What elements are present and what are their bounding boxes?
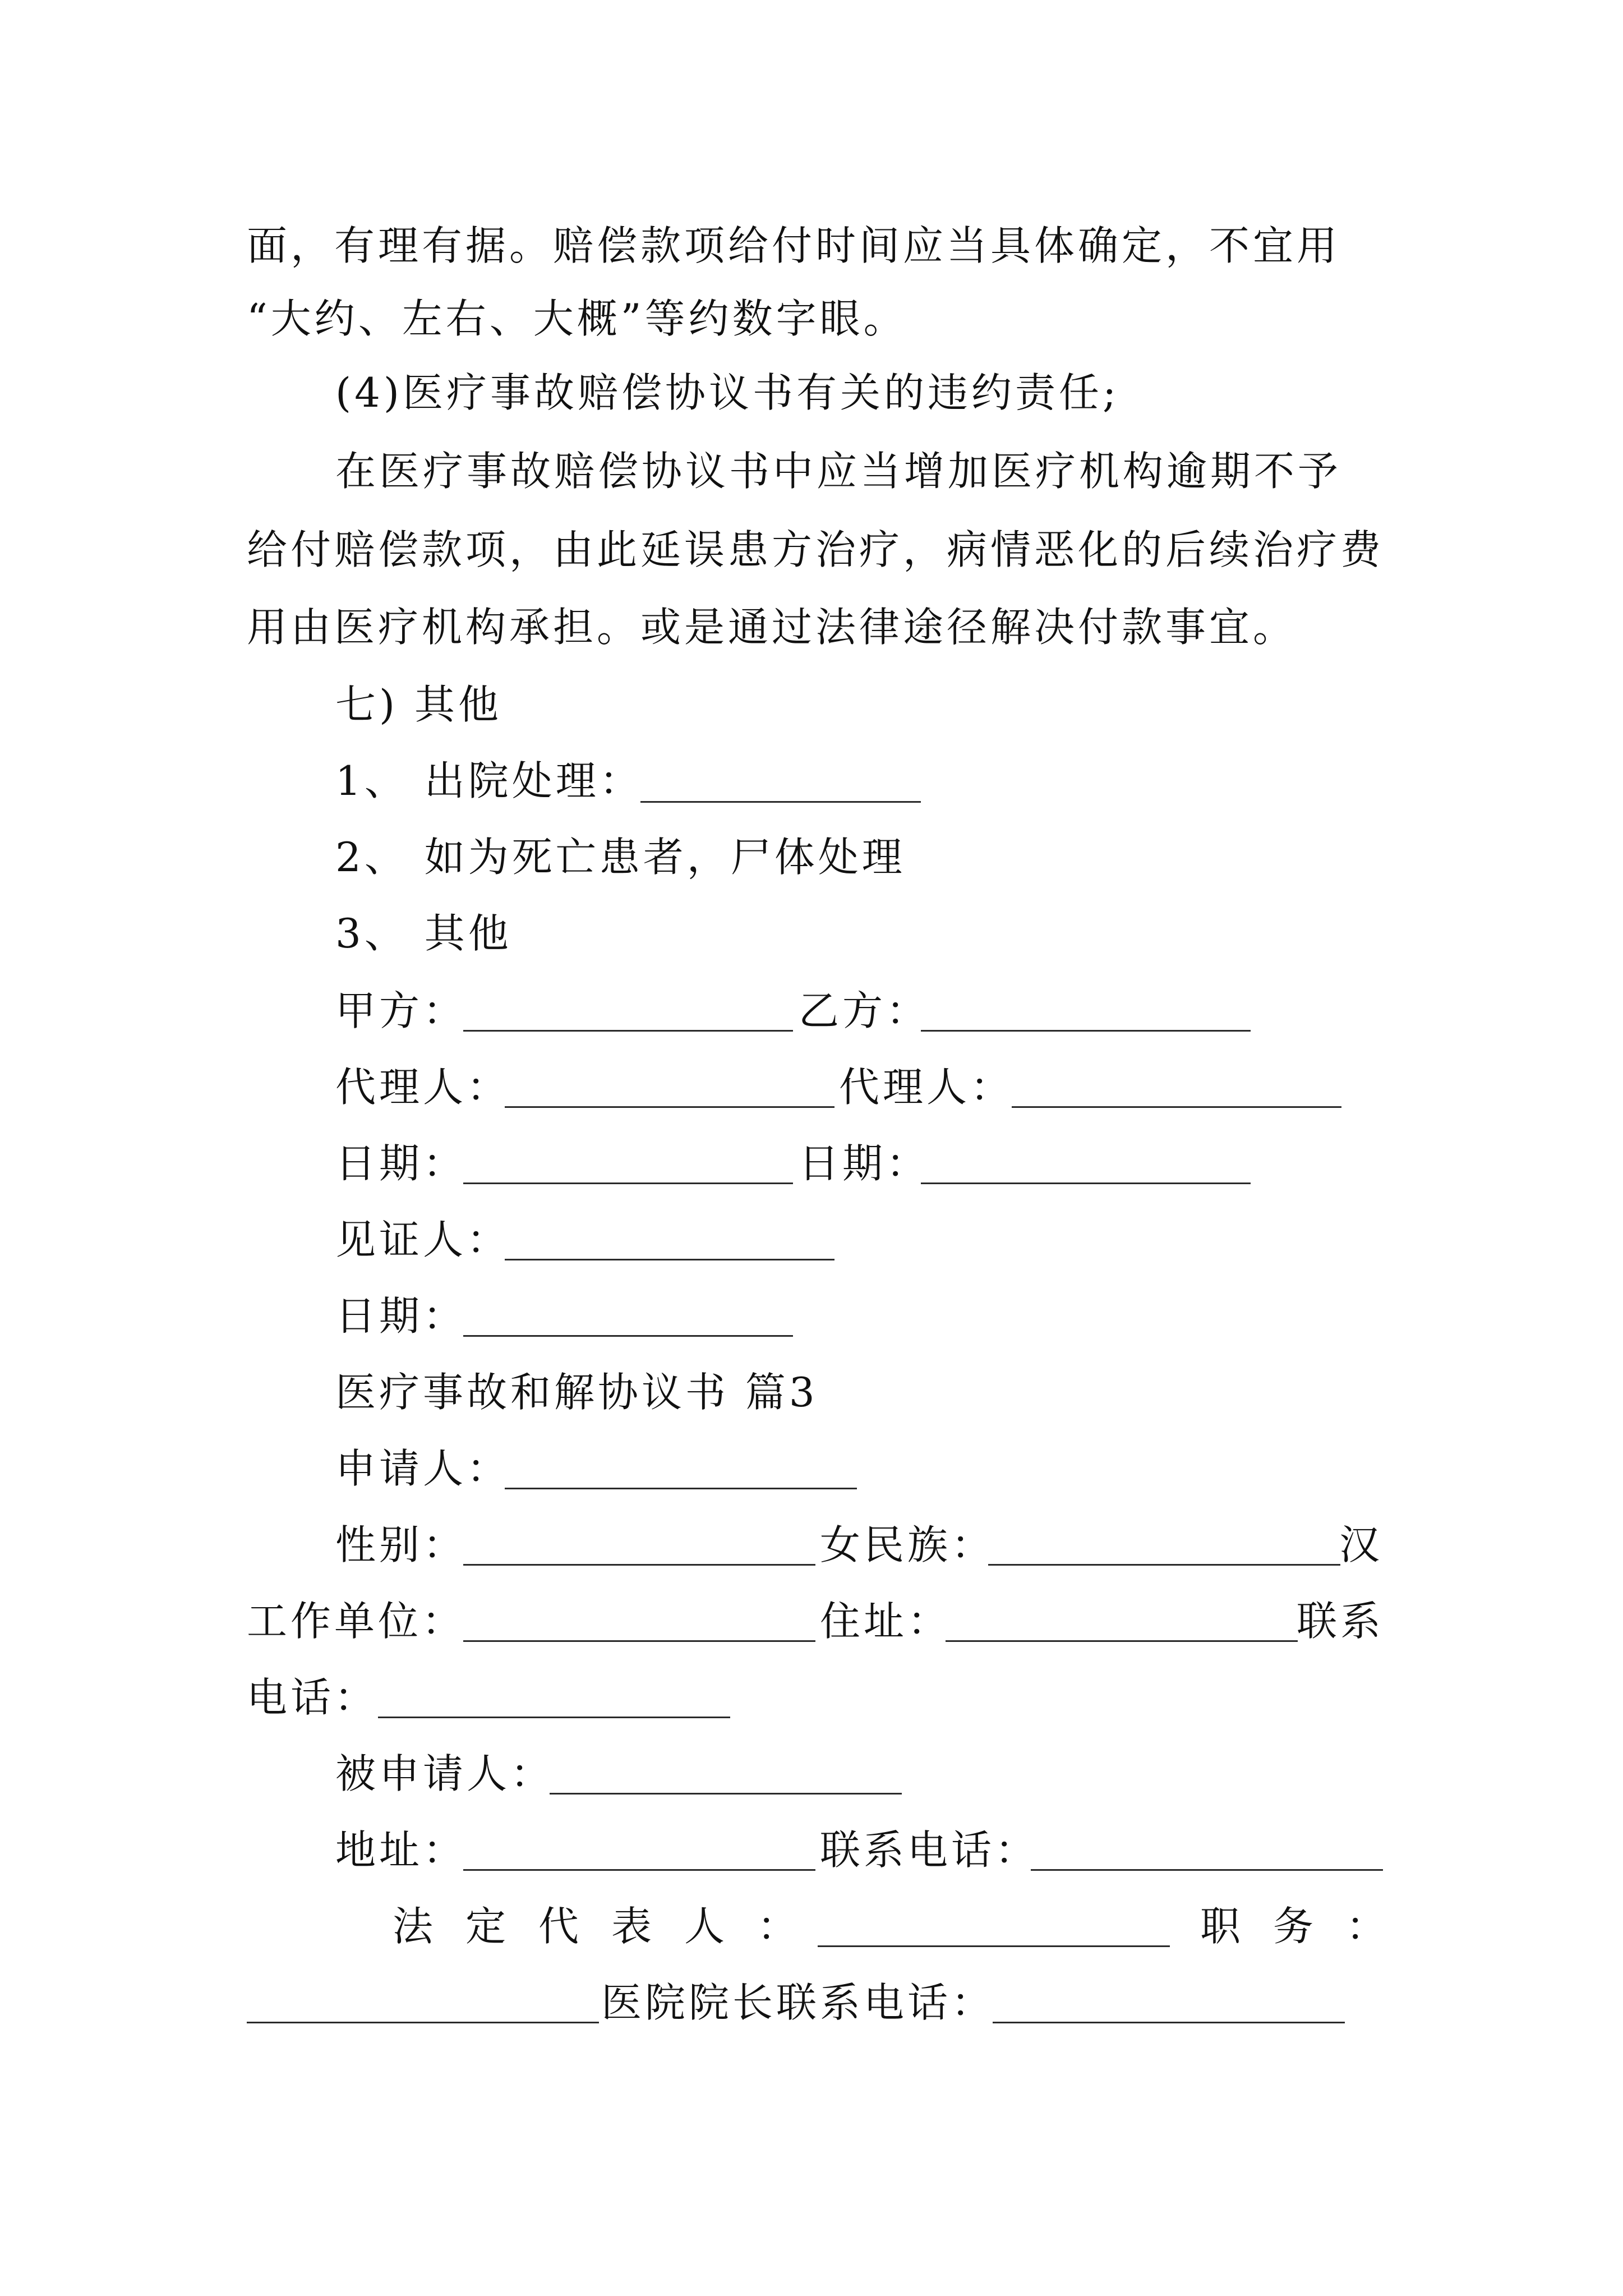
agent-b-blank[interactable] xyxy=(1012,1106,1341,1108)
ethnicity-value: 汉 xyxy=(1339,1521,1384,1568)
witness-date-label: 日期： xyxy=(335,1292,467,1340)
workplace-label: 工作单位： xyxy=(247,1598,466,1645)
address-blank[interactable] xyxy=(946,1640,1298,1642)
party-b-blank[interactable] xyxy=(921,1030,1251,1032)
position-label: 职务： xyxy=(1200,1903,1419,1950)
ethnicity-label: 女民族： xyxy=(820,1521,995,1568)
contact-blank[interactable] xyxy=(378,1717,730,1718)
respondent-label: 被申请人： xyxy=(335,1750,555,1797)
gender-blank[interactable] xyxy=(463,1564,815,1566)
respondent-blank[interactable] xyxy=(550,1793,902,1795)
paragraph-line: 在医疗事故赔偿协议书中应当增加医疗机构逾期不予 xyxy=(335,448,1342,495)
party-a-label: 甲方： xyxy=(335,987,467,1034)
paragraph-line: 面，有理有据。赔偿款项给付时间应当具体确定，不宜用 xyxy=(247,222,1341,269)
discharge-blank[interactable] xyxy=(640,801,921,803)
address-label: 住址： xyxy=(820,1598,952,1645)
paragraph-line: 用由医疗机构承担。或是通过法律途径解决付款事宜。 xyxy=(247,604,1297,651)
legal-rep-blank[interactable] xyxy=(818,1945,1170,1947)
party-a-blank[interactable] xyxy=(463,1030,793,1032)
paragraph-line: 给付赔偿款项，由此延误患方治疗，病情恶化的后续治疗费 xyxy=(247,526,1385,573)
witness-label: 见证人： xyxy=(335,1216,511,1263)
date-a-label: 日期： xyxy=(335,1140,467,1187)
contact-label-part1: 联系 xyxy=(1297,1598,1385,1645)
discharge-label: 1、 出院处理： xyxy=(335,757,643,804)
body-handling-label: 2、 如为死亡患者，尸体处理 xyxy=(335,834,906,881)
agent-a-blank[interactable] xyxy=(505,1106,834,1108)
workplace-blank[interactable] xyxy=(463,1640,815,1642)
applicant-blank[interactable] xyxy=(505,1488,857,1489)
date-b-label: 日期： xyxy=(799,1140,930,1187)
section-title: 医疗事故和解协议书 篇3 xyxy=(335,1369,818,1416)
respondent-phone-label: 联系电话： xyxy=(820,1826,1039,1874)
paragraph-line: “大约、左右、大概”等约数字眼。 xyxy=(247,295,907,342)
date-a-blank[interactable] xyxy=(463,1182,793,1184)
ethnicity-blank[interactable] xyxy=(988,1564,1340,1566)
section-heading-other: 七) 其他 xyxy=(335,681,502,728)
paragraph-heading: (4)医疗事故赔偿协议书有关的违约责任; xyxy=(335,369,1120,416)
respondent-address-label: 地址： xyxy=(335,1826,467,1874)
legal-rep-label: 法定代表人： xyxy=(393,1903,831,1950)
party-b-label: 乙方： xyxy=(799,987,930,1034)
agent-b-label: 代理人： xyxy=(839,1064,1015,1111)
witness-blank[interactable] xyxy=(505,1259,834,1260)
position-blank[interactable] xyxy=(247,2022,599,2023)
other-label: 3、 其他 xyxy=(335,910,512,957)
dean-phone-blank[interactable] xyxy=(993,2022,1345,2023)
gender-label: 性别： xyxy=(335,1521,467,1568)
witness-date-blank[interactable] xyxy=(463,1335,793,1337)
dean-phone-label: 医院院长联系电话： xyxy=(601,1979,995,2026)
applicant-label: 申请人： xyxy=(335,1445,511,1492)
respondent-phone-blank[interactable] xyxy=(1031,1869,1383,1871)
contact-label-part2: 电话： xyxy=(247,1674,379,1721)
agent-a-label: 代理人： xyxy=(335,1064,511,1111)
date-b-blank[interactable] xyxy=(921,1182,1251,1184)
respondent-address-blank[interactable] xyxy=(463,1869,815,1871)
